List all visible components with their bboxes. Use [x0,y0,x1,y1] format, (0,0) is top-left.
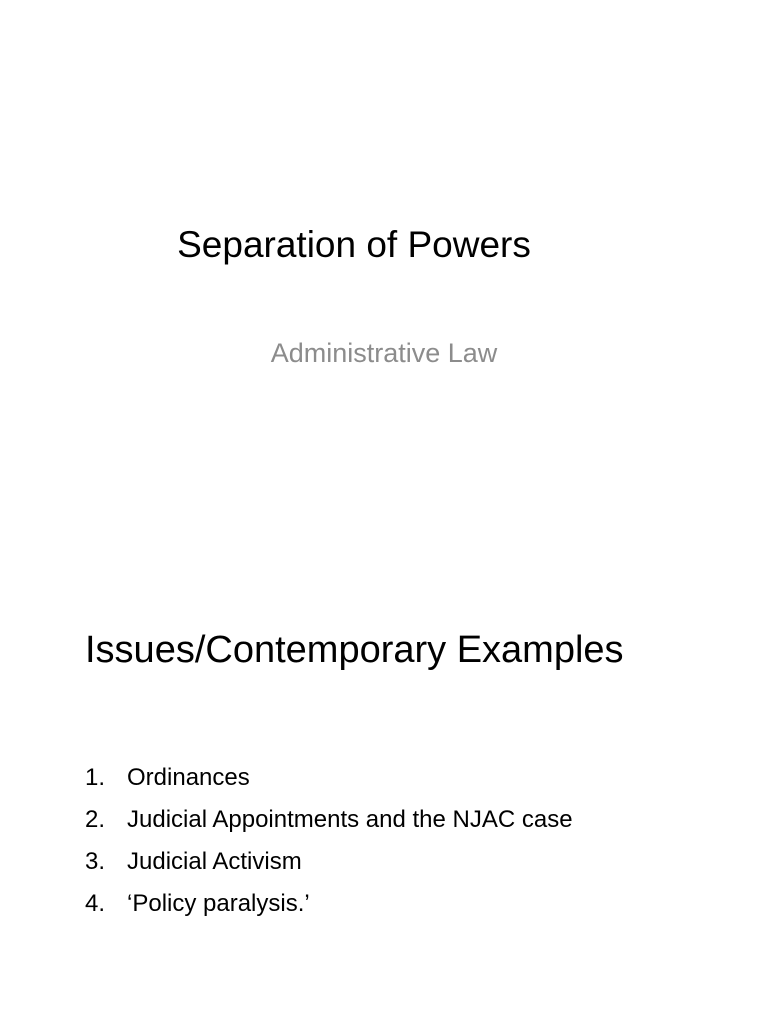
list-number: 2. [85,806,106,833]
slide-title: Separation of Powers [177,224,531,265]
examples-list [85,757,573,925]
list-text: Judicial Activism [127,848,302,875]
list-number: 1. [85,764,106,791]
list-item [85,883,573,925]
list-number: 3. [85,848,106,875]
list-item [85,799,573,841]
list-number: 4. [85,890,106,917]
list-item [85,757,573,799]
slide-2 [0,512,768,1024]
slide-subtitle: Administrative Law [270,338,498,368]
list-text: ‘Policy paralysis.’ [127,890,310,917]
list-item [85,841,573,883]
list-text: Ordinances [127,764,250,791]
slide-title: Issues/Contemporary Examples [85,629,624,671]
list-text: Judicial Appointments and the NJAC case [127,806,573,833]
